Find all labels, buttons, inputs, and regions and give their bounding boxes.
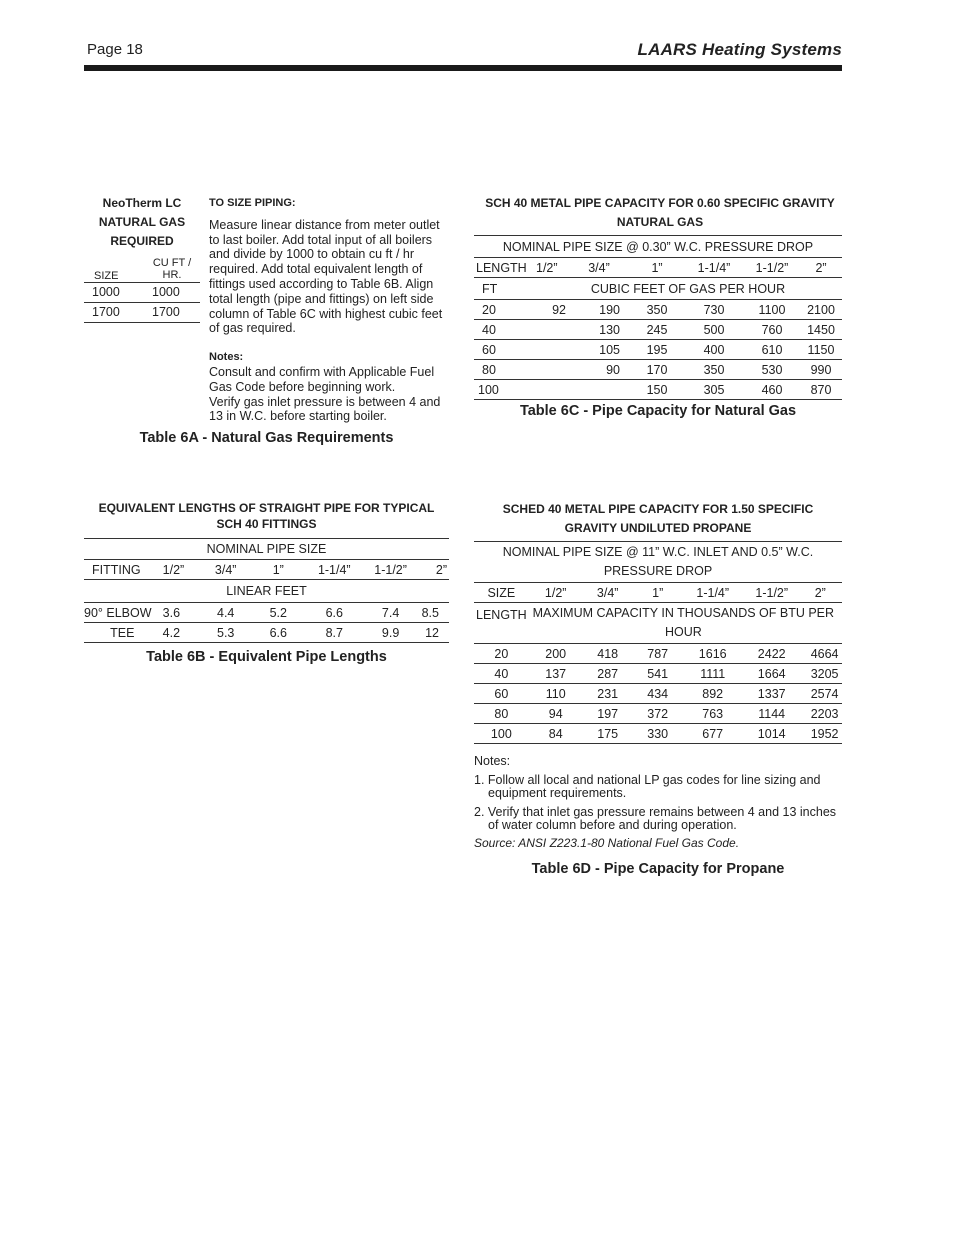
cell: 418 [583, 644, 633, 664]
table-row [84, 560, 449, 580]
table-row [474, 644, 842, 664]
note-item: 2. Verify that inlet gas pressure remains between 4 and 13 inches of water column before and during operation. [474, 805, 837, 832]
brand-title: LAARS Heating Systems [637, 40, 842, 59]
table-row [474, 684, 842, 704]
cell: 80 [474, 704, 529, 724]
size-header: 2” [801, 583, 842, 603]
cell: 677 [683, 724, 743, 744]
cell: 892 [683, 684, 743, 704]
cell [534, 380, 568, 400]
cell: 20 [474, 300, 534, 320]
cell: 460 [744, 380, 800, 400]
cell: 5.2 [250, 603, 307, 623]
table-row [84, 580, 449, 603]
cell [534, 340, 568, 360]
table-6c [474, 235, 842, 400]
cell: 1337 [743, 684, 801, 704]
cell: 541 [633, 664, 683, 684]
cell: 137 [529, 664, 583, 684]
cell: 9.9 [362, 623, 420, 643]
cell: 372 [633, 704, 683, 724]
cell: 92 [534, 300, 568, 320]
table-row [474, 320, 842, 340]
table-6a-caption: Table 6A - Natural Gas Requirements [139, 430, 394, 446]
table-row [474, 704, 842, 724]
cell: 763 [683, 704, 743, 724]
piping-note: Consult and confirm with Applicable Fuel Gas Code before beginning work. [209, 364, 435, 394]
cell: 730 [684, 300, 744, 320]
cell: 190 [568, 300, 630, 320]
unit-label: LINEAR FEET [84, 580, 449, 603]
table-row [474, 300, 842, 320]
cell: 434 [633, 684, 683, 704]
cell: 2100 [800, 300, 842, 320]
size-header: 2” [420, 560, 449, 580]
cell: 350 [630, 300, 684, 320]
cell: 2203 [801, 704, 842, 724]
cell: 1616 [683, 644, 743, 664]
table-row [84, 539, 449, 560]
cell: 1150 [800, 340, 842, 360]
cell: 400 [684, 340, 744, 360]
cell: 2574 [801, 684, 842, 704]
size-header: 1-1/4” [307, 560, 362, 580]
cell: 760 [744, 320, 800, 340]
cell: 1111 [683, 664, 743, 684]
cell: 60 [474, 340, 534, 360]
cell: 530 [744, 360, 800, 380]
cell: 1000 [144, 282, 200, 302]
size-header: 3/4” [568, 258, 630, 278]
ft-label: FT [474, 278, 534, 300]
piping-note: Verify gas inlet pressure is between 4 and 13 in W.C. before starting boiler. [209, 394, 441, 424]
table-row [474, 542, 842, 583]
table-6c-caption: Table 6C - Pipe Capacity for Natural Gas [519, 403, 797, 419]
cell: 100 [474, 724, 529, 744]
table-row [84, 302, 200, 322]
size-header: 1/2” [161, 560, 202, 580]
size-label: SIZE [474, 583, 529, 603]
fitting-label: FITTING [84, 560, 161, 580]
table-6b [84, 538, 449, 643]
nominal-size-label: NOMINAL PIPE SIZE [84, 539, 449, 560]
cell: 8.5 [420, 603, 449, 623]
cell: 7.4 [362, 603, 420, 623]
table-row [474, 380, 842, 400]
cell: 90 [568, 360, 630, 380]
table-row [474, 583, 842, 603]
cell: 1100 [744, 300, 800, 320]
size-header: 1” [633, 583, 683, 603]
col-cuft-header: CU FT / HR. [152, 256, 192, 281]
table-6d-notes [474, 755, 842, 850]
table-6b-caption: Table 6B - Equivalent Pipe Lengths [146, 649, 387, 665]
cell: 870 [800, 380, 842, 400]
cell: 175 [583, 724, 633, 744]
cell [568, 380, 630, 400]
size-header: 1-1/4” [683, 583, 743, 603]
cell: 12 [420, 623, 449, 643]
table-6a-title-line: NeoTherm LC [102, 196, 182, 210]
cell: 1700 [144, 302, 200, 322]
cell: 1450 [800, 320, 842, 340]
cell: 1014 [743, 724, 801, 744]
size-header: 3/4” [202, 560, 250, 580]
col-size-header: SIZE [94, 269, 119, 282]
unit-label: MAXIMUM CAPACITY IN THOUSANDS OF BTU PER HOUR [529, 603, 842, 644]
cell: 105 [568, 340, 630, 360]
cell: 330 [633, 724, 683, 744]
source-note: Source: ANSI Z223.1-80 National Fuel Gas Code. [474, 836, 740, 850]
cell: 4664 [801, 644, 842, 664]
cell: 4.4 [202, 603, 250, 623]
table-row [474, 664, 842, 684]
table-row [84, 623, 449, 643]
table-6d-heading: SCHED 40 METAL PIPE CAPACITY FOR 1.50 SPECIFIC GRAVITY UNDILUTED PROPANE [502, 502, 814, 535]
cell [534, 360, 568, 380]
table-row [474, 340, 842, 360]
piping-instructions [209, 196, 449, 424]
table-6d [474, 541, 842, 744]
cell: 4.2 [161, 623, 202, 643]
header-rule [84, 65, 842, 71]
size-header: 1-1/2” [362, 560, 420, 580]
cell: 40 [474, 320, 534, 340]
cell: 20 [474, 644, 529, 664]
size-header: 1” [250, 560, 307, 580]
cell: 1144 [743, 704, 801, 724]
cell: 3.6 [161, 603, 202, 623]
piping-notes-title: Notes: [209, 351, 244, 364]
size-header: 1-1/2” [744, 258, 800, 278]
page-number: Page 18 [87, 41, 143, 58]
size-header: 2” [800, 258, 842, 278]
cell [534, 320, 568, 340]
cell: 150 [630, 380, 684, 400]
cell: 40 [474, 664, 529, 684]
cell: 200 [529, 644, 583, 664]
cell: 787 [633, 644, 683, 664]
cell: 8.7 [307, 623, 362, 643]
cell: 197 [583, 704, 633, 724]
cell: 350 [684, 360, 744, 380]
cell: 100 [474, 380, 534, 400]
cell: 231 [583, 684, 633, 704]
piping-body: Measure linear distance from meter outlet to last boiler. Add total input of all boilers and divide by 1000 to obtain cu ft / hr required. Add total equivalent length of fittings used according to Table 6B. Align total length (pipe and fittings) on left side column of Table 6C with highest cubic feet of gas required. [209, 217, 443, 336]
cell: 170 [630, 360, 684, 380]
table-6a-title-line: REQUIRED [110, 234, 174, 248]
unit-label: CUBIC FEET OF GAS PER HOUR [534, 278, 842, 300]
cell: TEE [84, 623, 161, 643]
table-row [474, 278, 842, 300]
table-6b-heading: EQUIVALENT LENGTHS OF STRAIGHT PIPE FOR TYPICAL SCH 40 FITTINGS [98, 501, 435, 531]
cell: 2422 [743, 644, 801, 664]
cell: 60 [474, 684, 529, 704]
cell: 610 [744, 340, 800, 360]
cell: 80 [474, 360, 534, 380]
cell: 245 [630, 320, 684, 340]
cell: 84 [529, 724, 583, 744]
table-row [474, 360, 842, 380]
length-label: LENGTH [474, 603, 529, 644]
table-row [84, 282, 200, 302]
piping-title: TO SIZE PIPING: [209, 197, 296, 209]
cell: 1952 [801, 724, 842, 744]
table-6a-heading [84, 194, 200, 251]
nominal-size-label: NOMINAL PIPE SIZE @ 0.30” W.C. PRESSURE DROP [474, 236, 842, 258]
cell: 6.6 [250, 623, 307, 643]
table-6d-caption: Table 6D - Pipe Capacity for Propane [531, 861, 785, 877]
table-row [474, 236, 842, 258]
cell: 287 [583, 664, 633, 684]
table-row [474, 258, 842, 278]
table-row [474, 724, 842, 744]
nominal-size-label: NOMINAL PIPE SIZE @ 11” W.C. INLET AND 0.5” W.C. PRESSURE DROP [474, 542, 842, 583]
table-6c-heading: SCH 40 METAL PIPE CAPACITY FOR 0.60 SPECIFIC GRAVITY NATURAL GAS [485, 196, 835, 229]
note-item: 1. Follow all local and national LP gas codes for line sizing and equipment requirements. [474, 773, 821, 800]
cell: 1700 [84, 302, 144, 322]
cell: 990 [800, 360, 842, 380]
length-label: LENGTH [474, 258, 534, 278]
size-header: 1/2” [534, 258, 568, 278]
cell: 6.6 [307, 603, 362, 623]
cell: 110 [529, 684, 583, 704]
cell: 195 [630, 340, 684, 360]
size-header: 1-1/4” [684, 258, 744, 278]
cell: 5.3 [202, 623, 250, 643]
size-header: 1” [630, 258, 684, 278]
cell: 90° ELBOW [84, 603, 161, 623]
table-6a [84, 252, 200, 323]
cell: 1000 [84, 282, 144, 302]
cell: 3205 [801, 664, 842, 684]
size-header: 1/2” [529, 583, 583, 603]
cell: 94 [529, 704, 583, 724]
cell: 305 [684, 380, 744, 400]
size-header: 3/4” [583, 583, 633, 603]
cell: 1664 [743, 664, 801, 684]
cell: 130 [568, 320, 630, 340]
size-header: 1-1/2” [743, 583, 801, 603]
table-row [474, 603, 842, 644]
table-row [84, 603, 449, 623]
notes-title: Notes: [474, 754, 511, 768]
cell: 500 [684, 320, 744, 340]
table-6a-title-line: NATURAL GAS [98, 215, 186, 229]
